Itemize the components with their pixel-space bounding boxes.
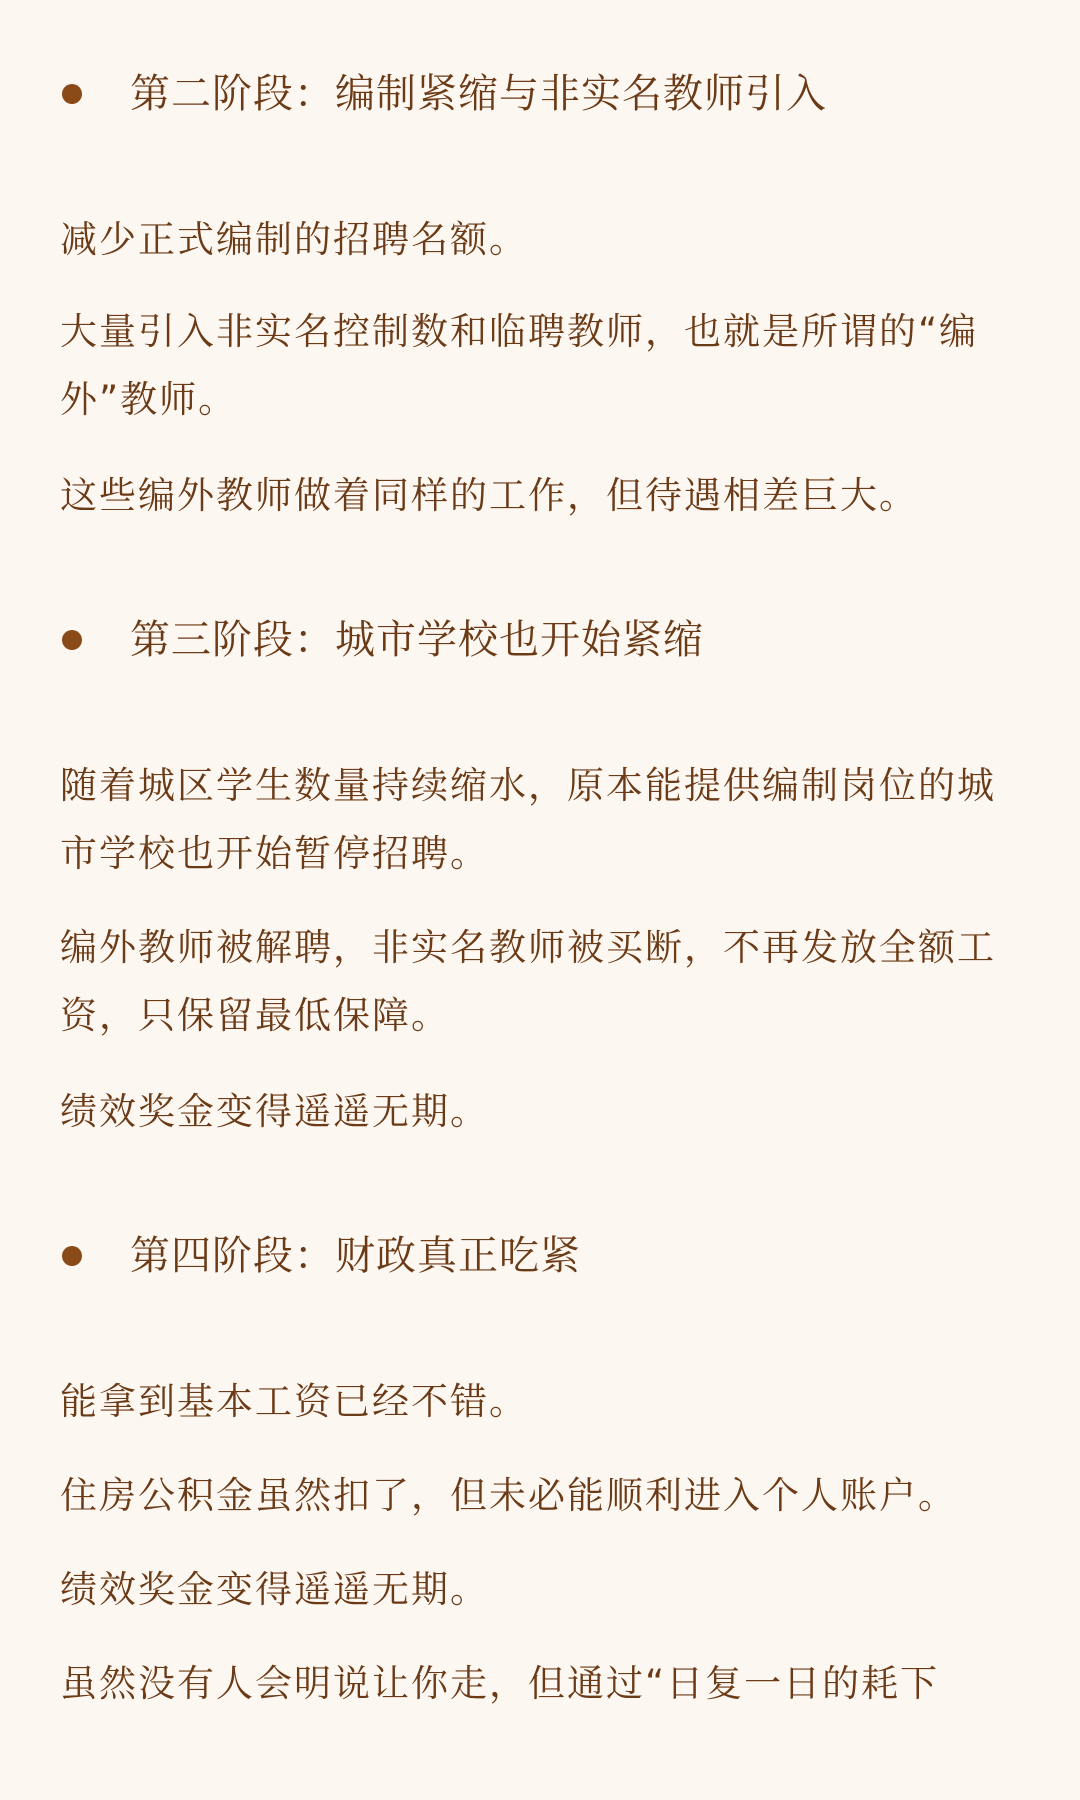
paragraph: 绩效奖金变得遥遥无期。 [60,1568,489,1611]
paragraph: 虽然没有人会明说让你走，但通过“日复一日的耗下 [60,1662,940,1705]
section-heading-text: 第四阶段：财政真正吃紧 [130,1233,581,1279]
section-heading-text: 第二阶段：编制紧缩与非实名教师引入 [130,71,827,117]
section-heading-stage-4 [60,1226,1020,1286]
bullet-icon [62,84,82,104]
paragraph: 绩效奖金变得遥遥无期。 [60,1090,489,1133]
section-heading-text: 第三阶段：城市学校也开始紧缩 [130,617,704,663]
paragraph: 减少正式编制的招聘名额。 [60,218,528,261]
paragraph: 随着城区学生数量持续缩水，原本能提供编制岗位的城市学校也开始暂停招聘。 [60,764,996,875]
paragraph: 编外教师被解聘，非实名教师被买断，不再发放全额工资，只保留最低保障。 [60,926,996,1037]
paragraph: 大量引入非实名控制数和临聘教师，也就是所谓的“编外”教师。 [60,310,979,421]
bullet-icon [62,1246,82,1266]
paragraph: 住房公积金虽然扣了，但未必能顺利进入个人账户。 [60,1474,957,1517]
paragraph: 这些编外教师做着同样的工作，但待遇相差巨大。 [60,474,918,517]
section-heading-stage-3 [60,610,1020,670]
section-heading-stage-2 [60,64,1020,124]
bullet-icon [62,630,82,650]
paragraph: 能拿到基本工资已经不错。 [60,1380,528,1423]
